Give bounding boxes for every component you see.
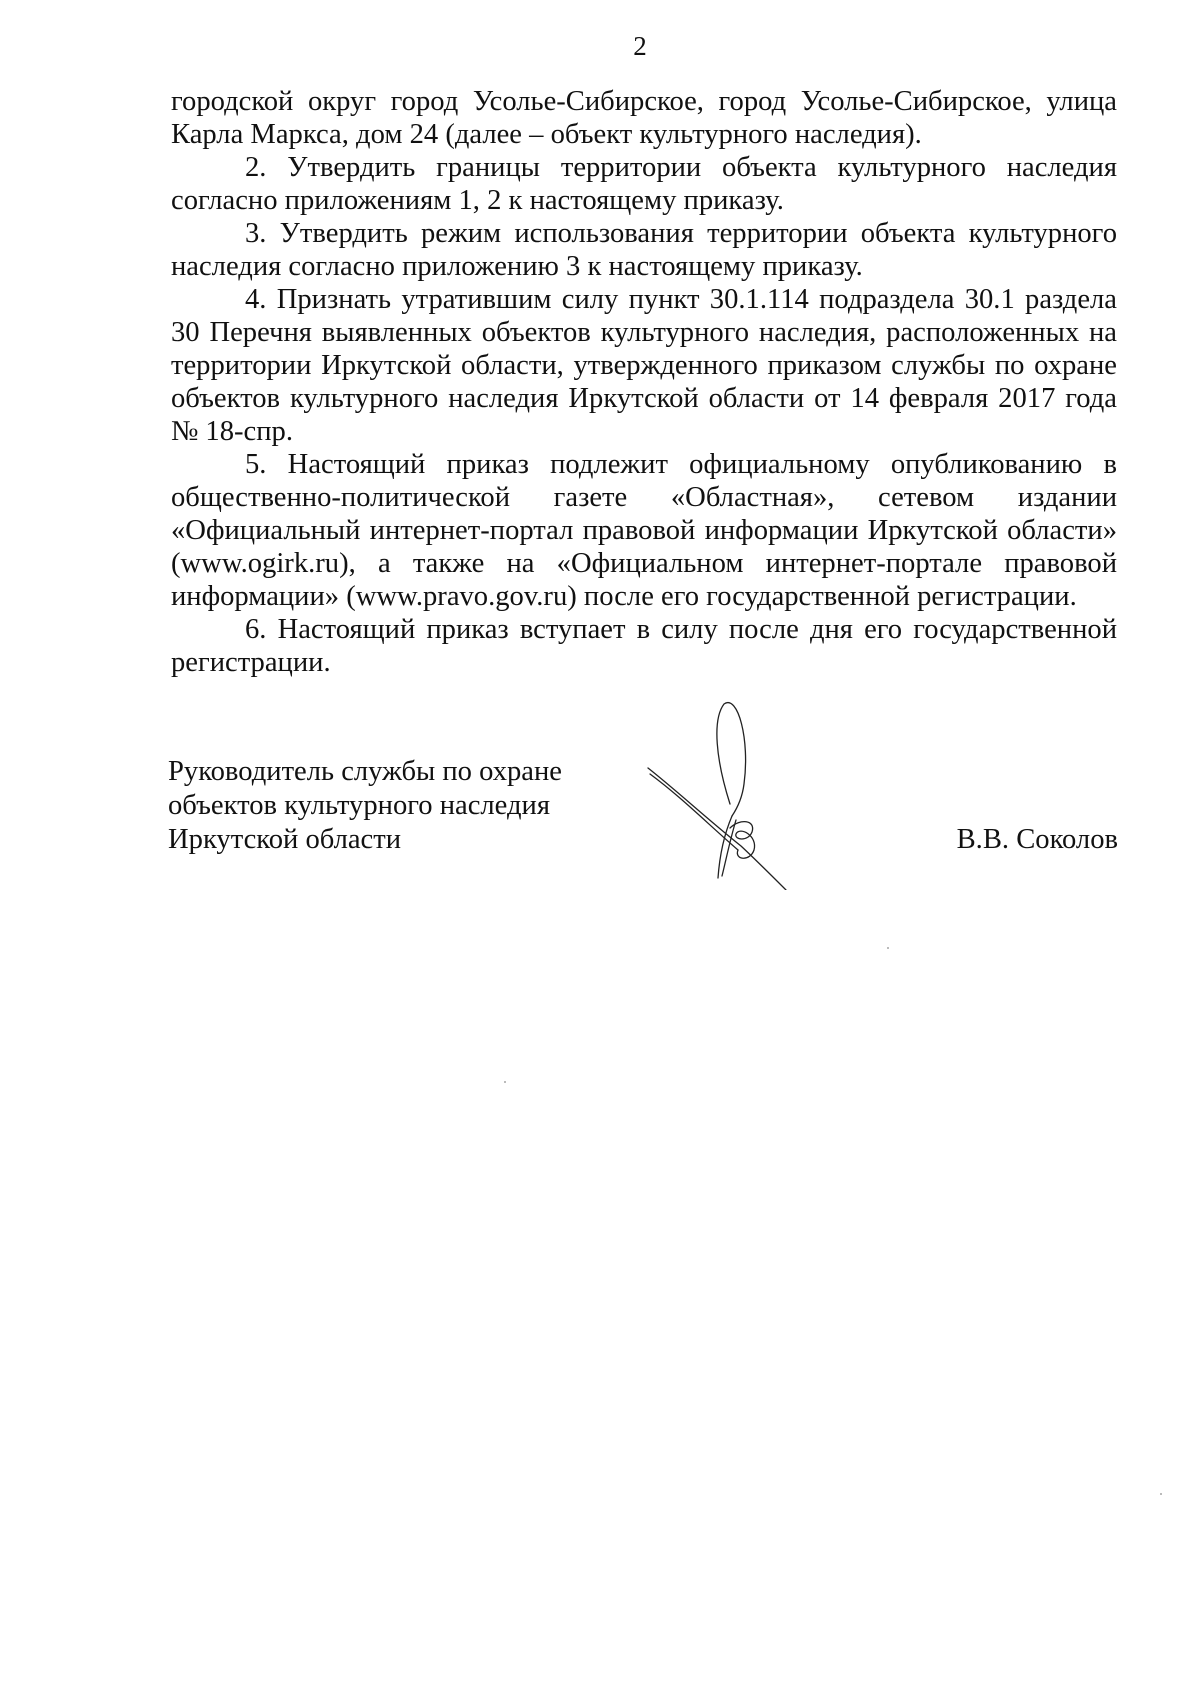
paragraph-item-6: 6. Настоящий приказ вступает в силу после дня его государственной регистрации. — [171, 614, 1117, 678]
paragraph-item-2: 2. Утвердить границы территории объекта культурного наследия согласно приложениям 1, 2 к настоящему приказу. — [171, 152, 1117, 216]
paragraph-item-4: 4. Признать утратившим силу пункт 30.1.114 подраздела 30.1 раздела 30 Перечня выявленных объектов культурного наследия, расположенных на территории Иркутской области, утвержденного приказом службы по охране объектов культурного наследия Иркутской области от 14 февраля 2017 года № 18-спр. — [171, 284, 1117, 447]
signer-position — [168, 755, 562, 857]
page-number: 2 — [633, 31, 647, 61]
paragraph-continuation: городской округ город Усолье-Сибирское, город Усолье-Сибирское, улица Карла Маркса, дом 24 (далее – объект культурного наследия). — [171, 86, 1117, 150]
document-body — [171, 85, 1117, 679]
paragraph-item-3: 3. Утвердить режим использования территории объекта культурного наследия согласно приложению 3 к настоящему приказу. — [171, 218, 1117, 282]
paragraph-item-5: 5. Настоящий приказ подлежит официальному опубликованию в общественно-политической газете «Областная», сетевом издании «Официальный интернет-портал правовой информации Иркутской области» (www.ogirk.ru), а также на «Официальном интернет-портале правовой информации» (www.pravo.gov.ru) после его государственной регистрации. — [171, 449, 1117, 612]
signer-position-line: Руководитель службы по охране — [168, 756, 562, 787]
signer-position-line: объектов культурного наследия — [168, 790, 550, 821]
signer-position-line: Иркутской области — [168, 824, 402, 855]
signature-block — [168, 755, 1118, 885]
handwritten-signature — [646, 700, 816, 890]
scan-speck — [504, 1081, 506, 1083]
scan-speck — [1160, 1493, 1162, 1495]
scan-speck — [887, 947, 889, 949]
signer-name: В.В. Соколов — [956, 824, 1118, 855]
